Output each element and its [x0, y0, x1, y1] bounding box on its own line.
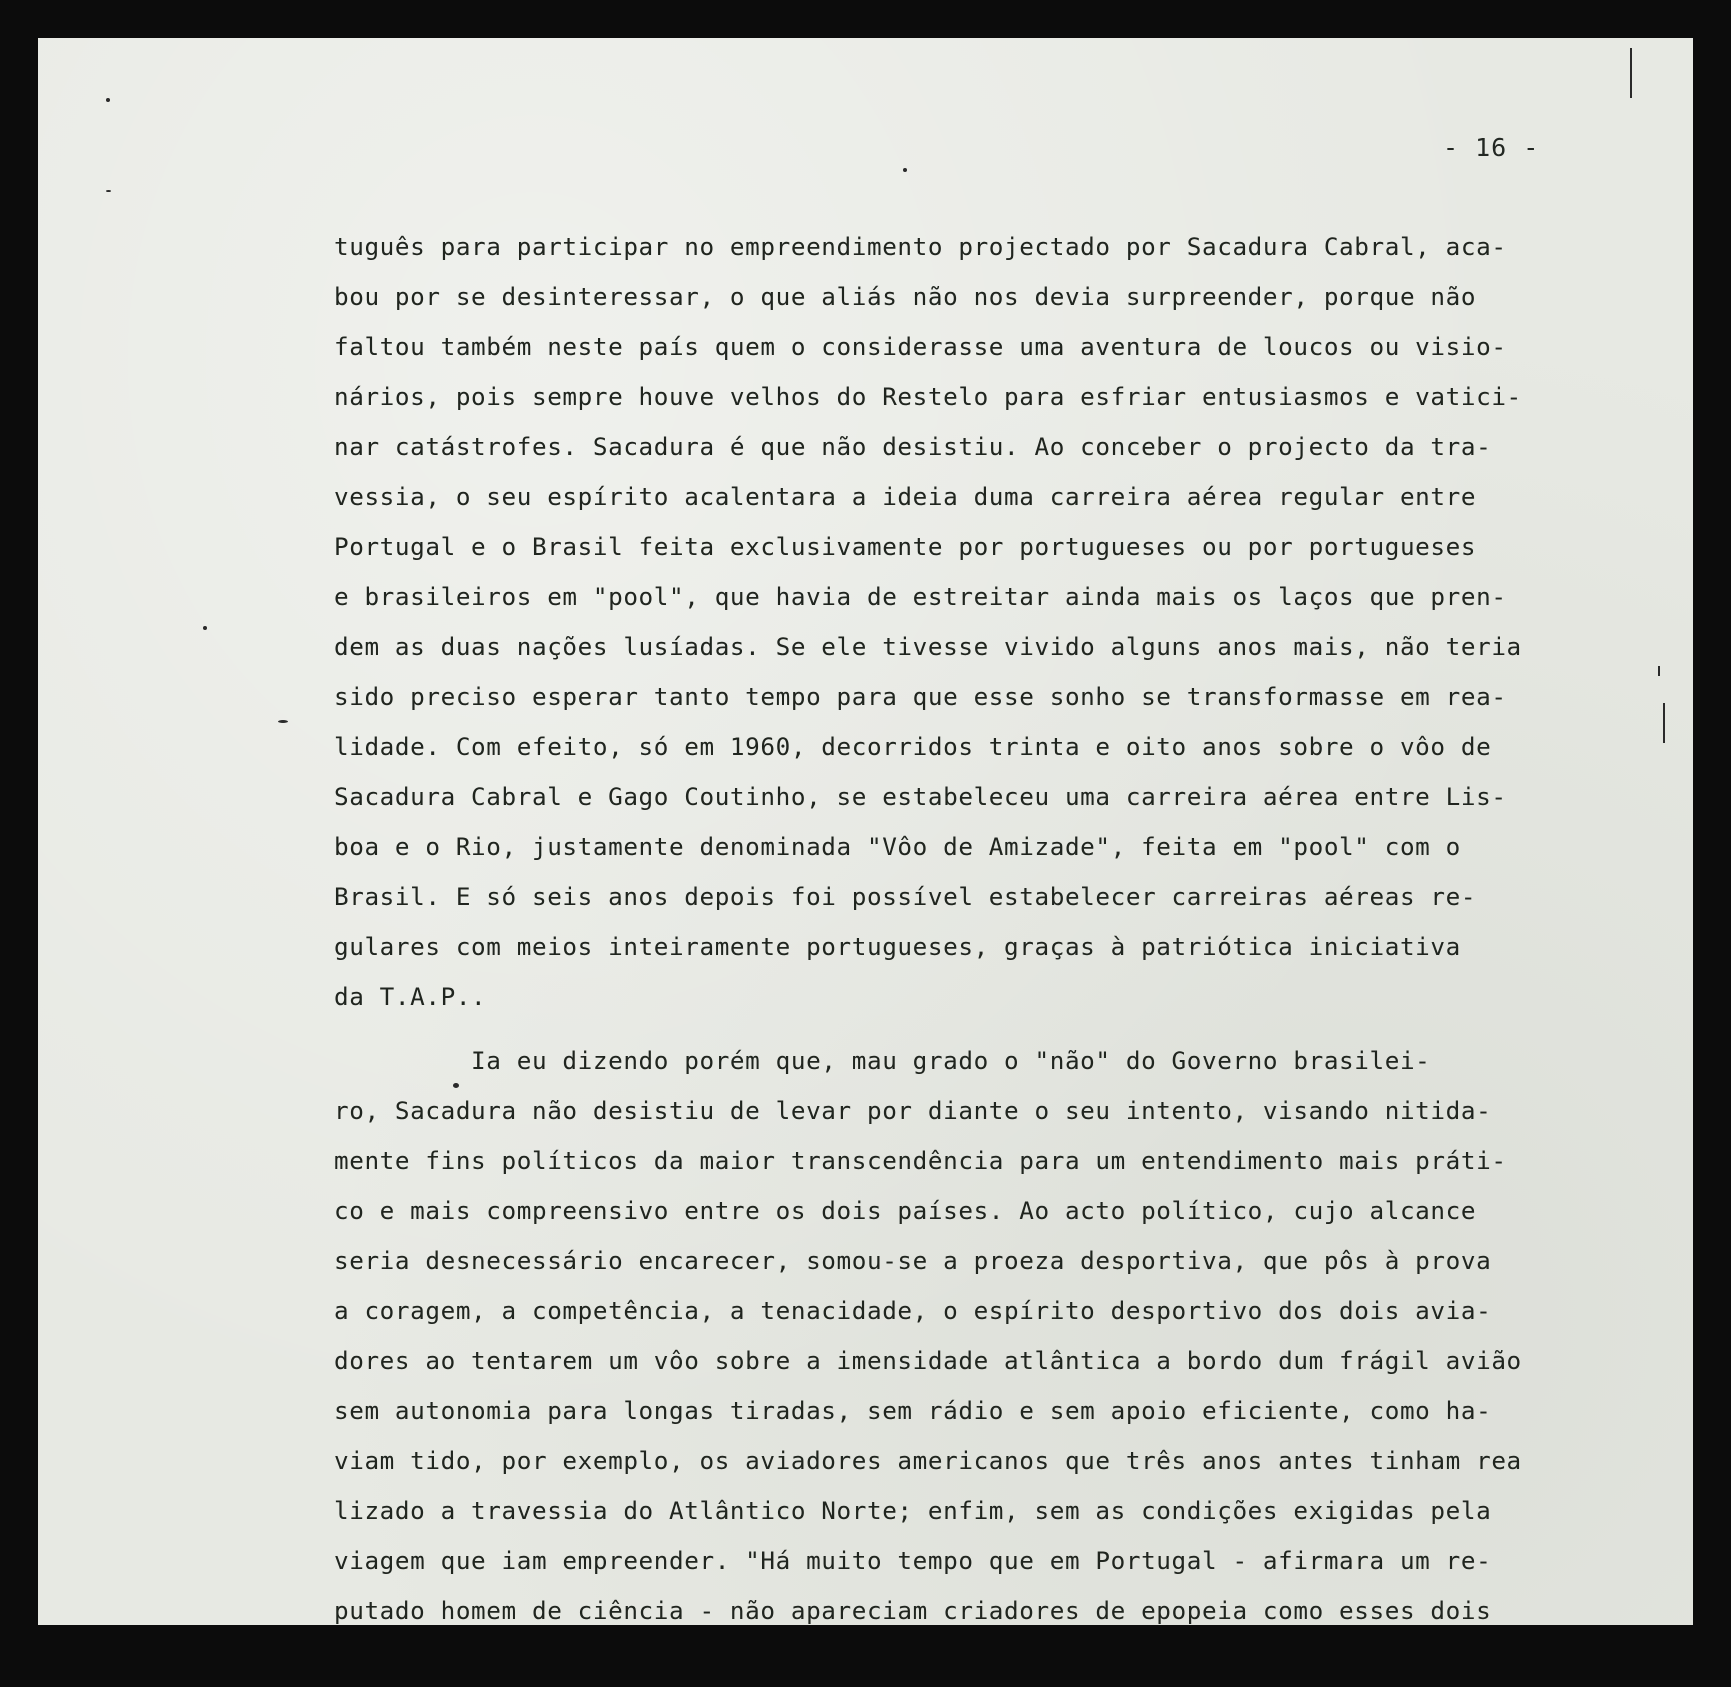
text-line: sem autonomia para longas tiradas, sem rádio e sem apoio eficiente, como ha-	[334, 1396, 1492, 1425]
text-line: Portugal e o Brasil feita exclusivamente por portugueses ou por portugueses	[334, 532, 1477, 561]
scan-edge	[38, 1625, 1693, 1645]
paragraph-2	[334, 1036, 1674, 1636]
text-line: Sacadura Cabral e Gago Coutinho, se estabeleceu uma carreira aérea entre Lis-	[334, 782, 1507, 811]
text-line: putado homem de ciência - não apareciam criadores de epopeia como esses dois	[334, 1596, 1492, 1625]
paragraph-1	[334, 222, 1674, 1022]
speck	[1663, 703, 1665, 743]
speck	[1630, 48, 1632, 98]
text-line: nários, pois sempre houve velhos do Restelo para esfriar entusiasmos e vatici-	[334, 382, 1522, 411]
text-line: tuguês para participar no empreendimento projectado por Sacadura Cabral, aca-	[334, 232, 1507, 261]
text-line: Ia eu dizendo porém que, mau grado o "não" do Governo brasilei-	[334, 1046, 1431, 1075]
text-line: lizado a travessia do Atlântico Norte; enfim, sem as condições exigidas pela	[334, 1496, 1492, 1525]
text-line: boa e o Rio, justamente denominada "Vôo de Amizade", feita em "pool" com o	[334, 832, 1461, 861]
text-line: da T.A.P..	[334, 982, 487, 1011]
speck	[106, 190, 111, 192]
text-line: vessia, o seu espírito acalentara a ideia duma carreira aérea regular entre	[334, 482, 1477, 511]
text-line: nar catástrofes. Sacadura é que não desistiu. Ao conceber o projecto da tra-	[334, 432, 1492, 461]
text-line: viagem que iam empreender. "Há muito tempo que em Portugal - afirmara um re-	[334, 1546, 1492, 1575]
text-line: lidade. Com efeito, só em 1960, decorridos trinta e oito anos sobre o vôo de	[334, 732, 1492, 761]
speck	[453, 1083, 459, 1088]
text-line: co e mais compreensivo entre os dois países. Ao acto político, cujo alcance	[334, 1196, 1477, 1225]
text-line: e brasileiros em "pool", que havia de estreitar ainda mais os laços que pren-	[334, 582, 1507, 611]
speck	[278, 720, 288, 723]
text-line: dem as duas nações lusíadas. Se ele tivesse vivido alguns anos mais, não teria	[334, 632, 1522, 661]
speck	[106, 98, 110, 102]
text-line: a coragem, a competência, a tenacidade, o espírito desportivo dos dois avia-	[334, 1296, 1492, 1325]
speck	[903, 168, 907, 172]
text-line: ro, Sacadura não desistiu de levar por diante o seu intento, visando nitida-	[334, 1096, 1492, 1125]
text-line: viam tido, por exemplo, os aviadores americanos que três anos antes tinham rea	[334, 1446, 1522, 1475]
speck	[203, 626, 207, 630]
text-line: bou por se desinteressar, o que aliás não nos devia surpreender, porque não	[334, 282, 1477, 311]
body-text	[334, 222, 1674, 1636]
document-page	[38, 38, 1693, 1645]
page-number: - 16 -	[1443, 133, 1540, 162]
text-line: seria desnecessário encarecer, somou-se a proeza desportiva, que pôs à prova	[334, 1246, 1492, 1275]
text-line: faltou também neste país quem o considerasse uma aventura de loucos ou visio-	[334, 332, 1507, 361]
text-line: dores ao tentarem um vôo sobre a imensidade atlântica a bordo dum frágil avião	[334, 1346, 1522, 1375]
text-line: sido preciso esperar tanto tempo para que esse sonho se transformasse em rea-	[334, 682, 1507, 711]
text-line: gulares com meios inteiramente portugueses, graças à patriótica iniciativa	[334, 932, 1461, 961]
speck	[1658, 666, 1660, 676]
text-line: Brasil. E só seis anos depois foi possível estabelecer carreiras aéreas re-	[334, 882, 1477, 911]
text-line: mente fins políticos da maior transcendência para um entendimento mais práti-	[334, 1146, 1507, 1175]
